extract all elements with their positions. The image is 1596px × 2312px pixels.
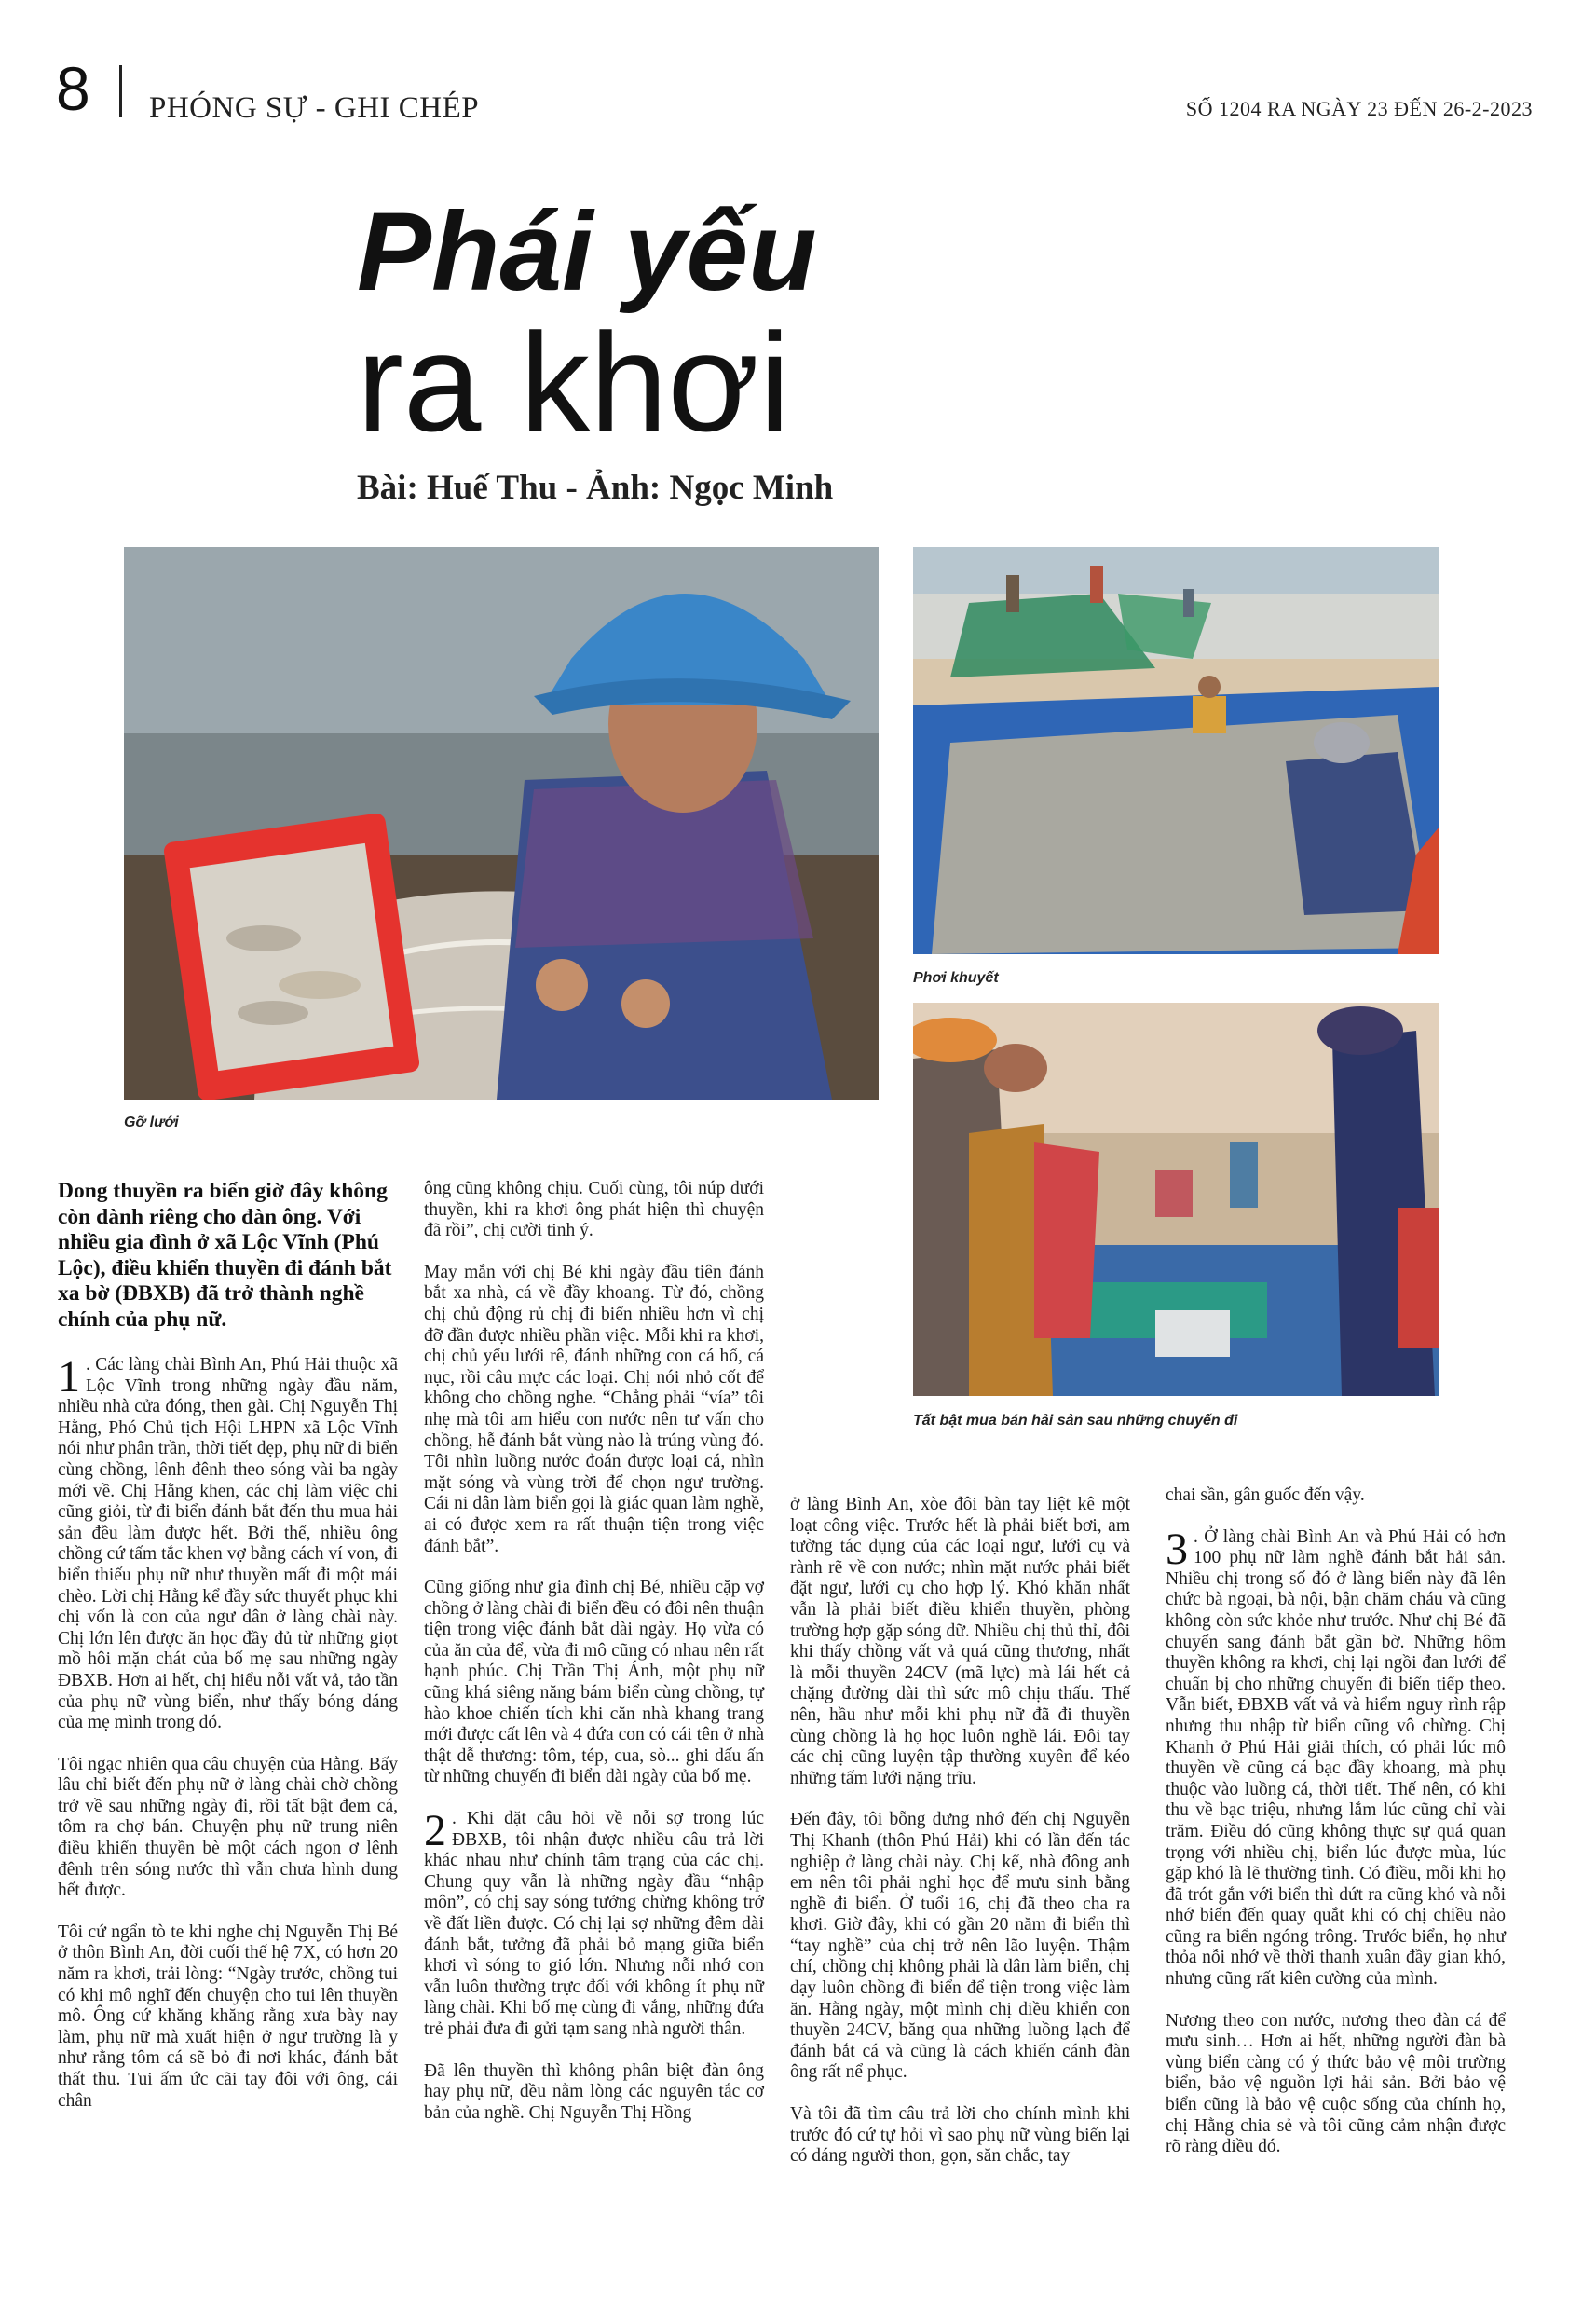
byline: Bài: Huế Thu - Ảnh: Ngọc Minh [357, 469, 834, 507]
paragraph: chai sần, gân guốc đến vậy. [1166, 1485, 1365, 1505]
issue-info: SỐ 1204 RA NGÀY 23 ĐẾN 26-2-2023 [1185, 97, 1533, 120]
headline-line-2: ra khơi [357, 304, 791, 460]
photo-drying-fish [913, 547, 1439, 954]
paragraph: Và tôi đã tìm câu trả lời cho chính mình khi trước đó cứ tự hỏi vì sao phụ nữ vùng biển lại có dáng người thon, gọn, săn chắc, tay [790, 2104, 1130, 2167]
paragraph: Nương theo con nước, nương theo đàn cá để mưu sinh… Hơn ai hết, những người đàn bà vùng biển càng có ý thức bảo vệ môi trường biển, bảo vệ nguồn lợi hải sản. Bởi bảo vệ biển cũng là bảo vệ cuộc sống của chính họ, chị Hằng chia sẻ và tôi cũng cảm nhận được rõ ràng điều đó. [1166, 2010, 1506, 2157]
section-3-paragraph [1166, 1524, 1506, 1991]
photo-net-untangling [124, 547, 879, 1100]
section-3-number: 3 [1166, 1524, 1188, 1574]
headline-line-1: Phái yếu [357, 189, 817, 314]
caption-main-photo: Gỡ lưới [124, 1115, 179, 1130]
section-2-number: 2 [424, 1806, 446, 1856]
paragraph: ông cũng không chịu. Cuối cùng, tôi núp dưới thuyền, khi ra khơi ông phát hiện thì chuyện đã rồi”, chị cười tinh ý. [424, 1179, 764, 1241]
photo-seafood-market [913, 1003, 1439, 1396]
section-1-number: 1 [58, 1352, 80, 1402]
header-divider [119, 65, 122, 117]
paragraph: Đã lên thuyền thì không phân biệt đàn ông hay phụ nữ, đều nằm lòng các nguyên tắc cơ bản của nghề. Chị Nguyễn Thị Hồng [424, 2060, 764, 2123]
caption-drying-fish: Phơi khuyết [913, 970, 999, 986]
paragraph: Cũng giống như gia đình chị Bé, nhiều cặp vợ chồng ở làng chài đi biển đều có đôi nên thuận tiện trong việc đánh bắt dài ngày. Họ vừa có của ăn của để, vừa đi mô cũng có nhau nên rất hạnh phúc. Chị Trần Thị Ánh, một phụ nữ cũng khá siêng năng bám biển cùng chồng, tự hào khoe chiến tích khi căn nhà khang trang mới được cất lên và 4 đứa con có cái tên ở nhà thật dễ thương: tôm, tép, cua, sò... ghi dấu ấn từ những chuyến đi biển dài ngày của bố mẹ. [424, 1578, 764, 1787]
paragraph: ở làng Bình An, xòe đôi bàn tay liệt kê một loạt công việc. Trước hết là phải biết bơi, am tường tác dụng của các loại ngư, lưới cụ và rành rẽ về con nước; nhìn mặt nước phải biết đặt ngư, lưới cụ cho hợp lý. Khó khăn nhất vẫn là phải biết điều khiển thuyền, phòng trường hợp gặp sóng dữ. Nhiều chị thủ thỉ, đôi khi thấy chồng vất vả quá cũng thương, nhất là mỗi thuyền 24CV (mã lực) mà lái hết cả chặng đường dài thì sức mô chịu thấu. Thế nên, hầu như mỗi khi phụ nữ đã đi thuyền cùng chồng là họ học luôn nghề lái. Đôi tay các chị cũng luyện tập thường xuyên để kéo những tấm lưới nặng trĩu. [790, 1495, 1130, 1788]
text-column-3 [790, 1495, 1130, 2188]
paragraph: May mắn với chị Bé khi ngày đầu tiên đánh bắt xa nhà, cá về đầy khoang. Từ đó, chồng chị chủ động rủ chị đi biển nhiều hơn vì chị đỡ đần được nhiều phần việc. Mỗi khi ra khơi, chị chủ yếu lưới rê, đánh những con cá hố, cá nục, rồi câu mực các loại. Chị nói nhỏ cốt để không cho chồng nghe. “Chẳng phải “vía” tôi nhẹ mà tôi am hiểu con nước nên tư vấn cho chồng, hễ đánh bắt vùng nào là trúng vùng đó. Tôi nhìn luồng nước đoán được loại cá, nhìn mặt sóng và vùng trời để chọn ngư trường. Cái ni dân làm biển gọi là giác quan làm nghề, ai có được xem ra rất thuận tiện trong việc đánh bắt”. [424, 1262, 764, 1556]
section-2-paragraph [424, 1806, 764, 2041]
text-column-1 [58, 1179, 398, 2132]
text-column-2 [424, 1179, 764, 2144]
paragraph: Tôi ngạc nhiên qua câu chuyện của Hằng. Bấy lâu chỉ biết đến phụ nữ ở làng chài chờ chồng trở về sau những ngày đi, rồi tất bật đem cá, tôm ra chợ bán. Chuyện phụ nữ trung niên điều khiển thuyền bè một cách ngon ơ lênh đênh trên sóng nước thì vẫn chưa hình dung hết được. [58, 1754, 398, 1901]
section-2-text: . Khi đặt câu hỏi về nỗi sợ trong lúc ĐBXB, tôi nhận được nhiều câu trả lời khác nhau như chính tâm trạng của các chị. Chung quy vẫn là những ngày đầu “nhập môn”, có chị say sóng tưởng chừng không trở về đất liền được. Có chị lại sợ những đêm dài đánh bắt, tưởng đã phải bỏ mạng giữa biển khơi vì sóng to gió lớn. Nhưng nỗi nhớ con vẫn luôn thường trực đối với không ít phụ nữ làng chài. Khi bố mẹ cùng đi vắng, những đứa trẻ phải đưa đi gửi tạm sang nhà người thân. [424, 1809, 764, 2039]
section-1-text: . Các làng chài Bình An, Phú Hải thuộc xã Lộc Vĩnh trong những ngày đầu năm, nhiều nhà cửa đóng, then gài. Chị Nguyễn Thị Hằng, Phó Chủ tịch Hội LHPN xã Lộc Vĩnh nói như phân trần, thời tiết đẹp, phụ nữ đi biển cùng chồng, lênh đênh theo sóng vài ba ngày mới về. Chị Hằng khen, các chị làm việc chi cũng giỏi, từ đi biển đánh bắt đến thu mua hải sản đều làm được hết. Bởi thế, nhiều ông chồng cứ tấm tắc khen vợ bằng cách ví von, đi biển thiếu phụ nữ như thuyền mất đi một mái chèo. Lời chị Hằng kể đầy sức thuyết phục khi chị vốn là con của ngư dân ở làng chài này. Chị lớn lên được ăn học đầy đủ từ những giọt mồ hôi mặn chát của bố mẹ sau những ngày ĐBXB. Hơn ai hết, chị hiểu nỗi vất vả, tảo tần của phụ nữ vùng biển, như thấy bóng dáng của mẹ mình trong đó. [58, 1355, 398, 1733]
page-number: 8 [56, 54, 90, 123]
section-1-paragraph [58, 1352, 398, 1734]
text-column-4 [1166, 1485, 1506, 2179]
section-3-text: . Ở làng chài Bình An và Phú Hải có hơn 100 phụ nữ làm nghề đánh bắt hải sản. Nhiều chị trong số đó ở làng biển này đã lên chức bà ngoại, bà nội, bận chăm cháu và cũng không còn sức khỏe như trước. Như chị Bé đã chuyển sang đánh bắt gần bờ. Những hôm thuyền không ra khơi, chị lại ngồi đan lưới để chuẩn bị cho những chuyến đi biển tiếp theo. Vẫn biết, ĐBXB vất vả và hiểm nguy rình rập nhưng thu nhập từ biển cũng vô chừng. Chị Khanh ở Phú Hải giải thích, có phải lúc mô thuyền về cũng cá bạc đầy khoang, mà phụ thuộc vào luồng cá, thời tiết. Thế nên, có khi thu về bạc triệu, nhưng lắm lúc cũng chỉ vài trăm. Điều đó cũng không thực sự quá quan trọng với nhiều chị, biển lúc được mùa, lúc gặp khó là lẽ thường tình. Có điều, mỗi khi họ đã trót gắn với biển thì dứt ra cũng khó và nỗi nhớ biển đến quay quắt khi có chị chiều nào cũng ra biển ngóng trông. Trước biển, họ như thỏa nỗi nhớ về thời thanh xuân đầy gian khó, nhưng cũng rất kiên cường của mình. [1166, 1526, 1506, 1990]
paragraph: Đến đây, tôi bỗng dưng nhớ đến chị Nguyễn Thị Khanh (thôn Phú Hải) khi có lần đến tác nghiệp ở làng chài này. Chị kể, nhà đông anh em nên tôi phải nghỉ học để mưu sinh bằng nghề đi biển. Ở tuổi 16, chị đã theo cha ra khơi. Giờ đây, khi có gần 20 năm đi biển thì “tay nghề” của chị trở nên lão luyện. Thậm chí, chồng chị không phải là dân làm biển, chị dạy luôn chồng đi biển để tiện trong việc làm ăn. Hằng ngày, một mình chị điều khiển con thuyền 24CV, băng qua những luồng lạch để đánh bắt cá và cũng là cách khiến cánh đàn ông rất nể phục. [790, 1810, 1130, 2083]
lead-paragraph: Dong thuyền ra biển giờ đây không còn dành riêng cho đàn ông. Với nhiều gia đình ở xã Lộc Vĩnh (Phú Lộc), điều khiển thuyền đi đánh bắt xa bờ (ĐBXB) đã trở thành nghề chính của phụ nữ. [58, 1179, 392, 1332]
paragraph: Tôi cứ ngẩn tò te khi nghe chị Nguyễn Thị Bé ở thôn Bình An, đời cuối thế hệ 7X, có hơn 20 năm ra khơi, trải lòng: “Ngày trước, chồng tui có khi mô nghĩ đến chuyện cho tui lên thuyền mô. Ông cứ khăng khăng rằng xưa bày nay làm, phụ nữ mà xuất hiện ở ngư trường là y như rằng tôm cá sẽ bỏ đi nơi khác, đánh bắt thất thu. Tui ấm ức cãi tay đôi với ông, cái chân [58, 1922, 398, 2111]
caption-seafood-market: Tất bật mua bán hải sản sau những chuyến đi [913, 1413, 1238, 1429]
section-title: PHÓNG SỰ - GHI CHÉP [149, 91, 480, 125]
